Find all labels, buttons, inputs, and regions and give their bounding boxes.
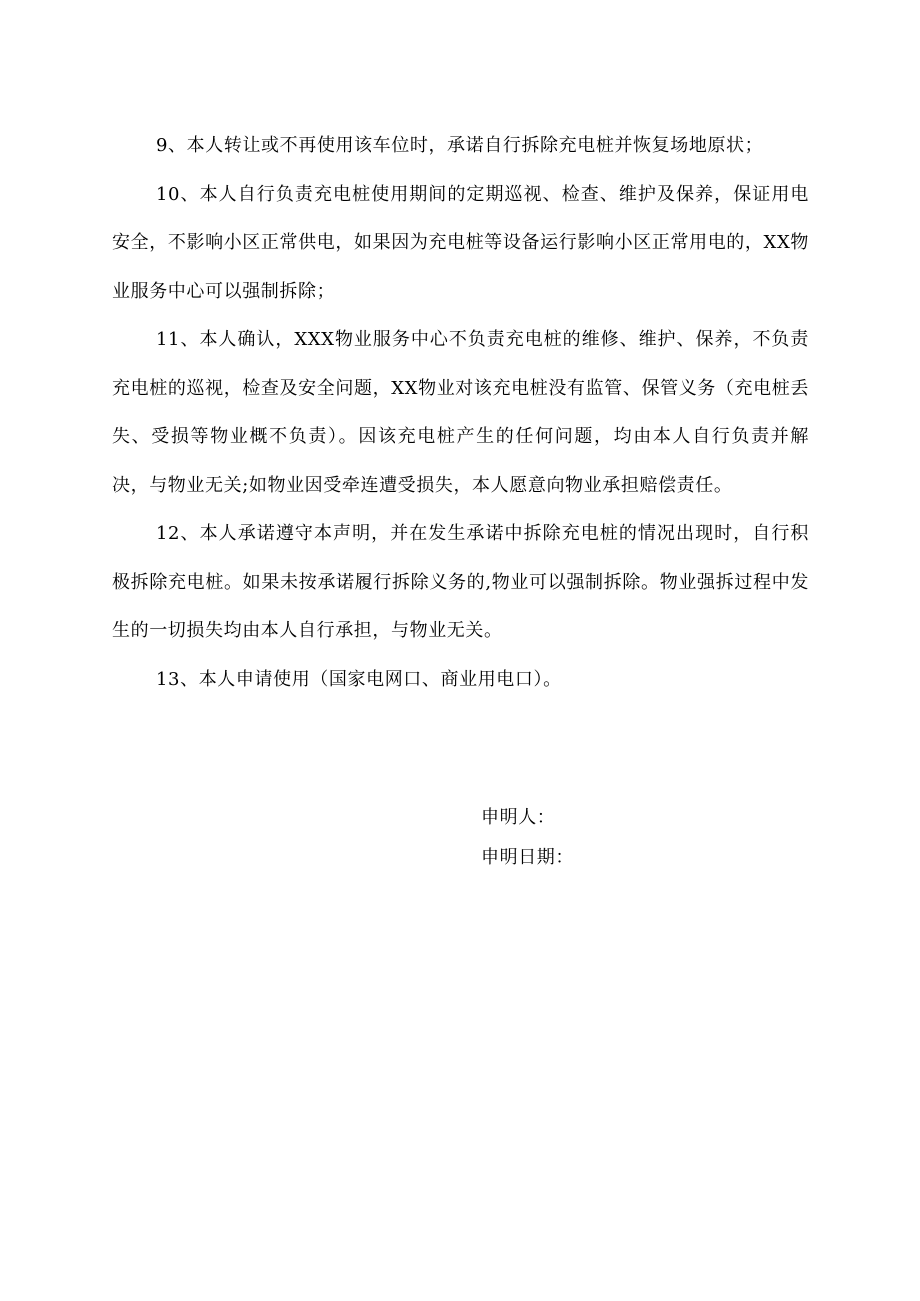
declaration-date-label: 申明日期： bbox=[481, 847, 574, 868]
signature-block bbox=[481, 798, 781, 878]
clause-11: 11、本人确认，XXX物业服务中心不负责充电桩的维修、维护、保养，不负责充电桩的巡视，检查及安全问题，XX物业对该充电桩没有监管、保管义务（充电桩丢失、受损等物业概不负责）。因该充电桩产生的任何问题，均由本人自行负责并解决，与物业无关;如物业因受牵连遭受损失，本人愿意向物业承担赔偿责任。 bbox=[112, 329, 809, 496]
clause-12: 12、本人承诺遵守本声明，并在发生承诺中拆除充电桩的情况出现时，自行积极拆除充电桩。如果未按承诺履行拆除义务的,物业可以强制拆除。物业强拆过程中发生的一切损失均由本人自行承担，与物业无关。 bbox=[112, 523, 809, 641]
declaration-body bbox=[112, 122, 809, 704]
declarant-label: 申明人： bbox=[481, 807, 556, 828]
clause-10: 10、本人自行负责充电桩使用期间的定期巡视、检查、维护及保养，保证用电安全，不影响小区正常供电，如果因为充电桩等设备运行影响小区正常用电的，XX物业服务中心可以强制拆除； bbox=[112, 183, 809, 302]
clause-9: 9、本人转让或不再使用该车位时，承诺自行拆除充电桩并恢复场地原状； bbox=[156, 135, 764, 156]
clause-13: 13、本人申请使用（国家电网口、商业用电口）。 bbox=[156, 668, 562, 690]
